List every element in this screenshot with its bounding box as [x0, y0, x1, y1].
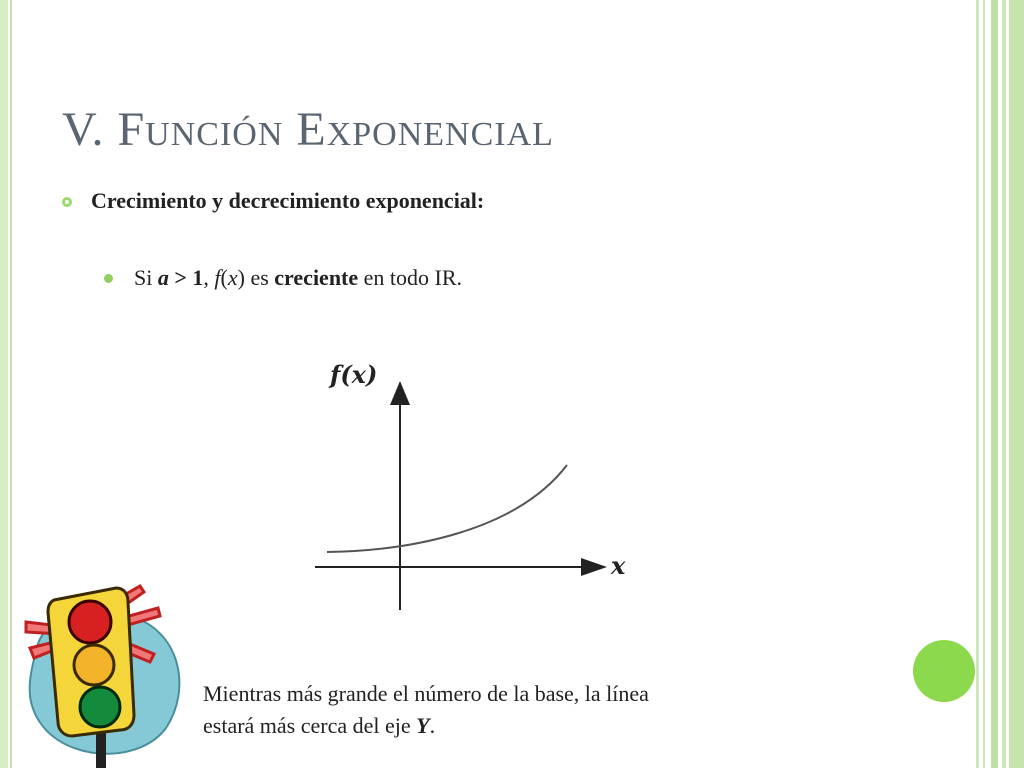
- caption-line2: [203, 710, 843, 742]
- text-es: es: [244, 265, 275, 290]
- caption-line1: Mientras más grande el número de la base, la línea: [203, 681, 649, 706]
- exponential-curve: [327, 465, 567, 552]
- text-paren-open: (: [220, 265, 228, 290]
- text-gt1: > 1: [168, 265, 204, 290]
- left-border-line: [10, 0, 12, 768]
- var-a: a: [157, 265, 169, 290]
- stripe: [991, 0, 998, 768]
- exponential-graph: [305, 345, 645, 615]
- bullet-dot-icon: [104, 274, 113, 283]
- text-comma: ,: [203, 265, 215, 290]
- red-light: [69, 601, 111, 643]
- slide-title: V. Función Exponencial: [62, 103, 554, 156]
- bullet-level1: [62, 184, 484, 218]
- right-stripes-decoration: [976, 0, 1024, 768]
- bullet-ring-icon: [62, 197, 72, 207]
- bullet-level1-text: Crecimiento y decrecimiento exponencial:: [91, 188, 485, 213]
- var-f: f: [214, 265, 221, 290]
- x-axis-label: x: [611, 551, 626, 580]
- text-rest: en todo IR.: [358, 265, 463, 290]
- text-si: Si: [134, 265, 158, 290]
- caption-line2-text: estará más cerca del eje: [203, 713, 417, 738]
- text-creciente: creciente: [274, 265, 359, 290]
- x-axis-arrow: [581, 558, 607, 576]
- bullet-level2: [104, 261, 462, 295]
- caption-var-y: Y: [416, 713, 430, 738]
- traffic-light-icon: [16, 580, 196, 768]
- pole: [96, 730, 106, 768]
- stripe: [1009, 0, 1024, 768]
- bullet-level2-text: [134, 265, 462, 291]
- caption-period: .: [429, 713, 436, 738]
- caption: [203, 678, 843, 742]
- green-light: [80, 687, 120, 727]
- stripe: [1002, 0, 1006, 768]
- decorative-green-dot: [913, 640, 975, 702]
- text-paren-close: ): [237, 265, 245, 290]
- stripe: [983, 0, 985, 768]
- y-axis-arrow: [390, 381, 410, 405]
- yellow-light: [74, 645, 114, 685]
- left-border-decoration: [0, 0, 8, 768]
- stripe: [976, 0, 979, 768]
- y-axis-label: f(x): [330, 360, 378, 389]
- var-x: x: [227, 265, 238, 290]
